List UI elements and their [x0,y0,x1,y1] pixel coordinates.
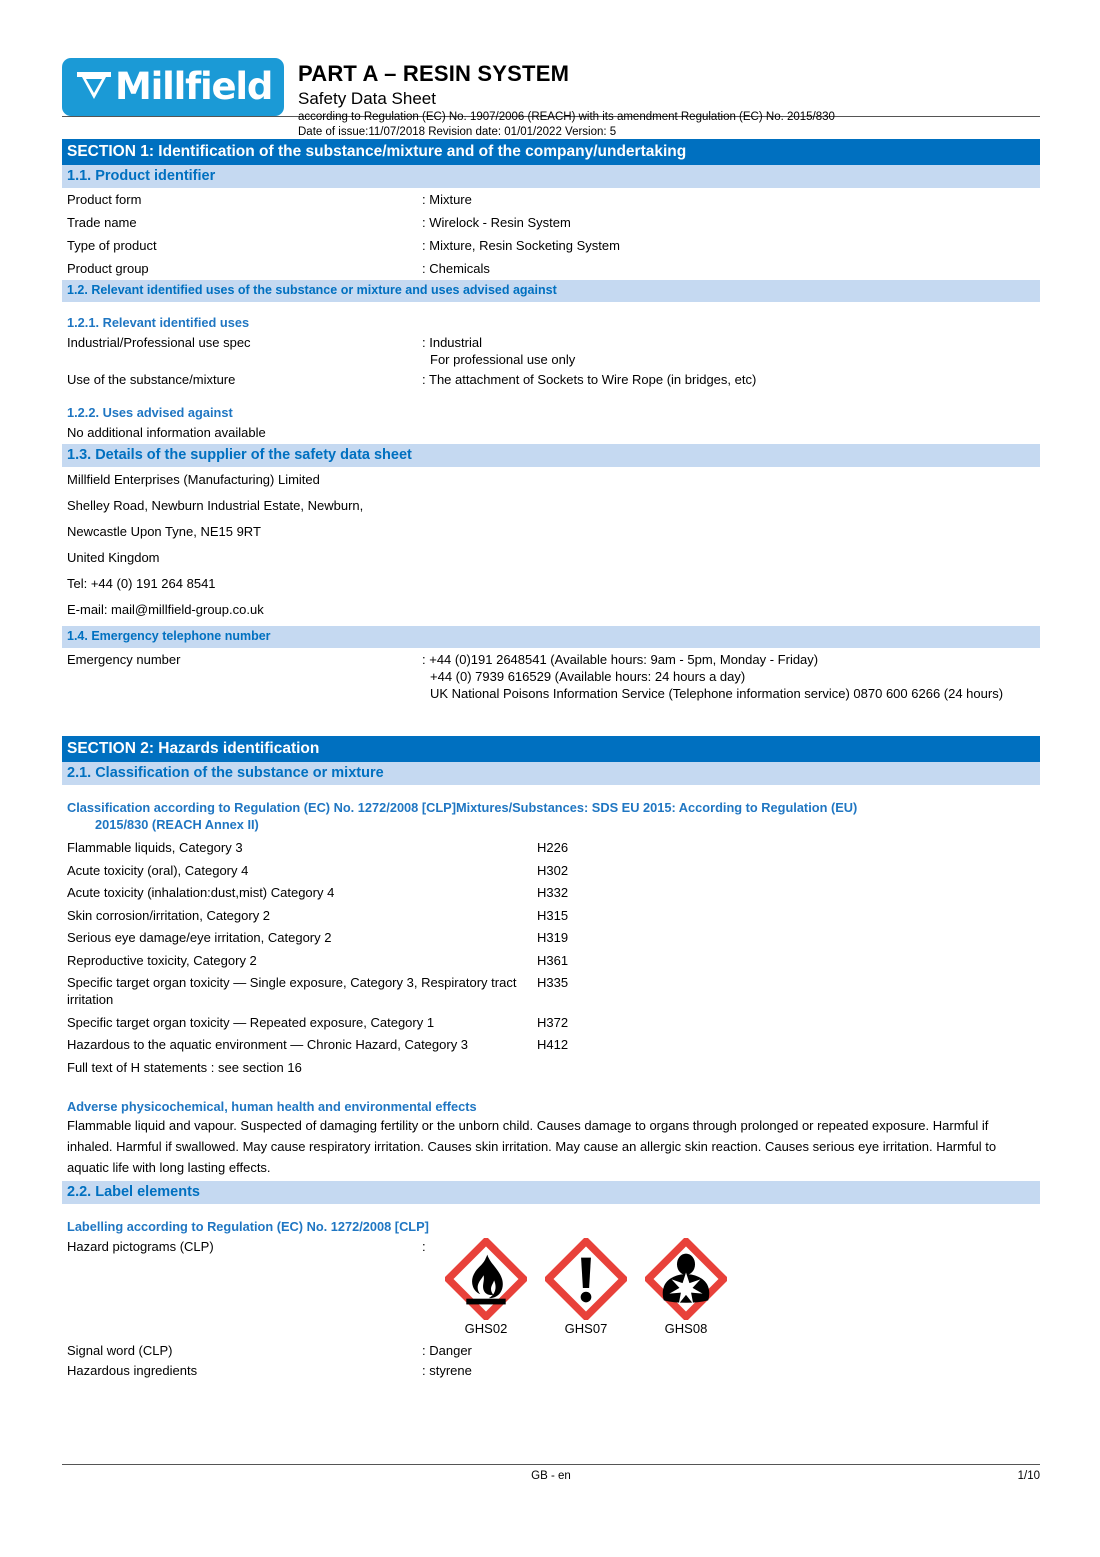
hazard-class-row [62,907,1040,924]
row-label: Use of the substance/mixture [67,372,236,387]
adverse-effects-text: Flammable liquid and vapour. Suspected of damaging fertility or the unborn child. Causes damage to organs through prolonged or repeated exposure. Harmful if inhaled. Harmful if swallowed. May cause respiratory irritation. Causes skin irritation. May cause an allergic skin reaction. Causes serious eye irritation. Harmful to aquatic life with long lasting effects. [67,1117,997,1175]
subsection-1-2-1-heading: 1.2.1. Relevant identified uses [67,315,250,330]
pictogram-code: GHS08 [664,1320,708,1336]
row-value: : +44 (0)191 2648541 (Available hours: 9am - 5pm, Monday - Friday) +44 (0) 7939 616529 (Available hours: 24 hours a day) UK National Poisons Information Service (Telephone information service) 0870 600 6266 (24 hours) [422,651,1040,702]
hazard-class-row [62,974,1040,1008]
hazard-class-name: Acute toxicity (oral), Category 4 [67,862,249,878]
signal-word-value: Danger [429,1342,472,1358]
subsection-2-1-header: 2.1. Classification of the substance or mixture [62,762,1040,785]
hazard-class-name: Reproductive toxicity, Category 2 [67,952,257,968]
row-value: : Danger [422,1342,472,1358]
table-row [62,334,1040,368]
row-label: Product group [67,261,149,276]
hazard-class-row [62,884,1040,901]
table-row [62,214,1040,231]
supplier-telephone: Tel: +44 (0) 191 264 8541 [67,576,216,591]
row-label: Signal word (CLP) [67,1342,173,1358]
footer-row [62,1468,1040,1484]
hazard-class-row [62,862,1040,879]
hazard-class-row [62,1036,1040,1053]
issue-revision-line: Date of issue:11/07/2018 Revision date: 01/01/2022 Version: 5 [298,126,617,138]
subsection-1-1-header: 1.1. Product identifier [62,165,1040,188]
table-row [62,191,1040,208]
logo-wordmark: Millfield [115,65,273,108]
supplier-line: Newcastle Upon Tyne, NE15 9RT [67,524,261,539]
row-value-second-line: For professional use only [430,352,576,367]
hazard-code: H315 [537,907,569,923]
row-label: Trade name [67,215,137,230]
row-label: Industrial/Professional use spec [67,335,251,350]
supplier-line: Shelley Road, Newburn Industrial Estate, Newburn, [67,498,364,513]
chevron-m-mark-icon [74,68,114,106]
subsection-2-2-header: 2.2. Label elements [62,1181,1040,1204]
row-value: : The attachment of Sockets to Wire Rope (in bridges, etc) [422,372,757,387]
section-2-header: SECTION 2: Hazards identification [62,736,1040,762]
subsection-1-4-header: 1.4. Emergency telephone number [62,626,1040,648]
pictograms-label: Hazard pictograms (CLP) [67,1238,214,1254]
row-value: : Wirelock - Resin System [422,215,571,230]
subsection-1-3-header: 1.3. Details of the supplier of the safety data sheet [62,444,1040,467]
row-label: Emergency number [67,652,181,667]
hazard-code: H372 [537,1014,569,1030]
exclamation-mark-pictogram-icon [545,1238,627,1320]
full-text-h-statements-note: Full text of H statements : see section 16 [67,1059,302,1075]
document-subtitle: Safety Data Sheet [298,89,436,108]
regulation-line: according to Regulation (EC) No. 1907/2006 (REACH) with its amendment Regulation (EC) No. 2015/830 [298,111,835,123]
emergency-line-2: +44 (0) 7939 616529 (Available hours: 24 hours a day) [430,669,746,684]
hazard-class-name: Skin corrosion/irritation, Category 2 [67,907,271,923]
table-row [62,237,1040,254]
classification-heading [62,799,1040,833]
hazard-code: H335 [537,975,569,990]
document-header [62,0,1040,138]
ingredients-value: styrene [429,1362,472,1378]
hazardous-ingredients-row [62,1362,1040,1379]
hazard-code: H226 [537,840,569,855]
supplier-line: United Kingdom [67,550,160,565]
row-value: : Mixture, Resin Socketing System [422,238,620,253]
row-value: : Industrial For professional use only [422,334,1040,368]
footer-divider [62,1464,1040,1465]
page-title: PART A – RESIN SYSTEM [298,61,570,86]
footer-language: GB - en [531,1470,571,1482]
labelling-heading: Labelling according to Regulation (EC) No. 1272/2008 [CLP] [67,1218,429,1234]
hazard-code: H412 [537,1037,569,1052]
signal-word-row [62,1342,1040,1359]
hazard-class-name: Hazardous to the aquatic environment — Chronic Hazard, Category 3 [67,1037,469,1052]
subsection-1-2-header: 1.2. Relevant identified uses of the substance or mixture and uses advised against [62,280,1040,302]
hazard-code: H319 [537,930,569,945]
pictogram-ghs07 [545,1238,627,1338]
hazard-code: H332 [537,885,569,900]
emergency-line-3: UK National Poisons Information Service (Telephone information service) 0870 600 6266 (24 hours) [430,686,1004,701]
hazard-class-name: Serious eye damage/eye irritation, Category 2 [67,930,332,945]
header-text-block [298,58,835,140]
subsection-1-2-2-heading: 1.2.2. Uses advised against [67,405,233,420]
hazard-class-row [62,929,1040,946]
pictogram-ghs02 [445,1238,527,1338]
pictogram-code: GHS07 [564,1320,608,1336]
row-label: Product form [67,192,142,207]
page-footer [62,1464,1040,1484]
pictogram-set [445,1238,727,1338]
table-row [62,260,1040,277]
supplier-line: Millfield Enterprises (Manufacturing) Limited [67,472,320,487]
adverse-effects-heading: Adverse physicochemical, human health and environmental effects [67,1098,477,1114]
row-value: : Mixture [422,192,472,207]
hazard-class-name: Acute toxicity (inhalation:dust,mist) Category 4 [67,885,335,900]
footer-page-number: 1/10 [1017,1470,1040,1482]
millfield-logo [62,58,284,116]
hazard-pictograms-block [62,1238,1040,1338]
row-value: : Chemicals [422,261,490,276]
pictograms-colon: : [422,1238,426,1254]
hazard-class-row [62,1014,1040,1031]
emergency-number-row [62,651,1040,702]
uses-advised-against-text: No additional information available [67,425,266,440]
pictogram-code: GHS02 [464,1320,508,1336]
hazard-code: H361 [537,952,569,968]
hazard-class-name: Specific target organ toxicity — Single exposure, Category 3, Respiratory tract irritation [67,975,517,1007]
pictogram-ghs08 [645,1238,727,1338]
hazard-code: H302 [537,862,569,878]
hazard-class-row [62,839,1040,856]
health-hazard-pictogram-icon [645,1238,727,1320]
row-value: : styrene [422,1362,472,1378]
hazard-class-name: Specific target organ toxicity — Repeated exposure, Category 1 [67,1014,435,1030]
section-1-header: SECTION 1: Identification of the substance/mixture and of the company/undertaking [62,139,1040,165]
table-row [62,371,1040,388]
row-label: Hazardous ingredients [67,1362,198,1378]
hazard-class-row [62,952,1040,969]
classification-heading-line-1: Classification according to Regulation (EC) No. 1272/2008 [CLP]Mixtures/Substances: SDS EU 2015: According to Regulation (EU) [67,800,858,815]
hazard-class-name: Flammable liquids, Category 3 [67,840,243,855]
row-label: Type of product [67,238,157,253]
sds-page [62,0,1040,1557]
supplier-email: E-mail: mail@millfield-group.co.uk [67,602,264,617]
flame-pictogram-icon [445,1238,527,1320]
classification-heading-line-2: 2015/830 (REACH Annex II) [95,817,259,832]
